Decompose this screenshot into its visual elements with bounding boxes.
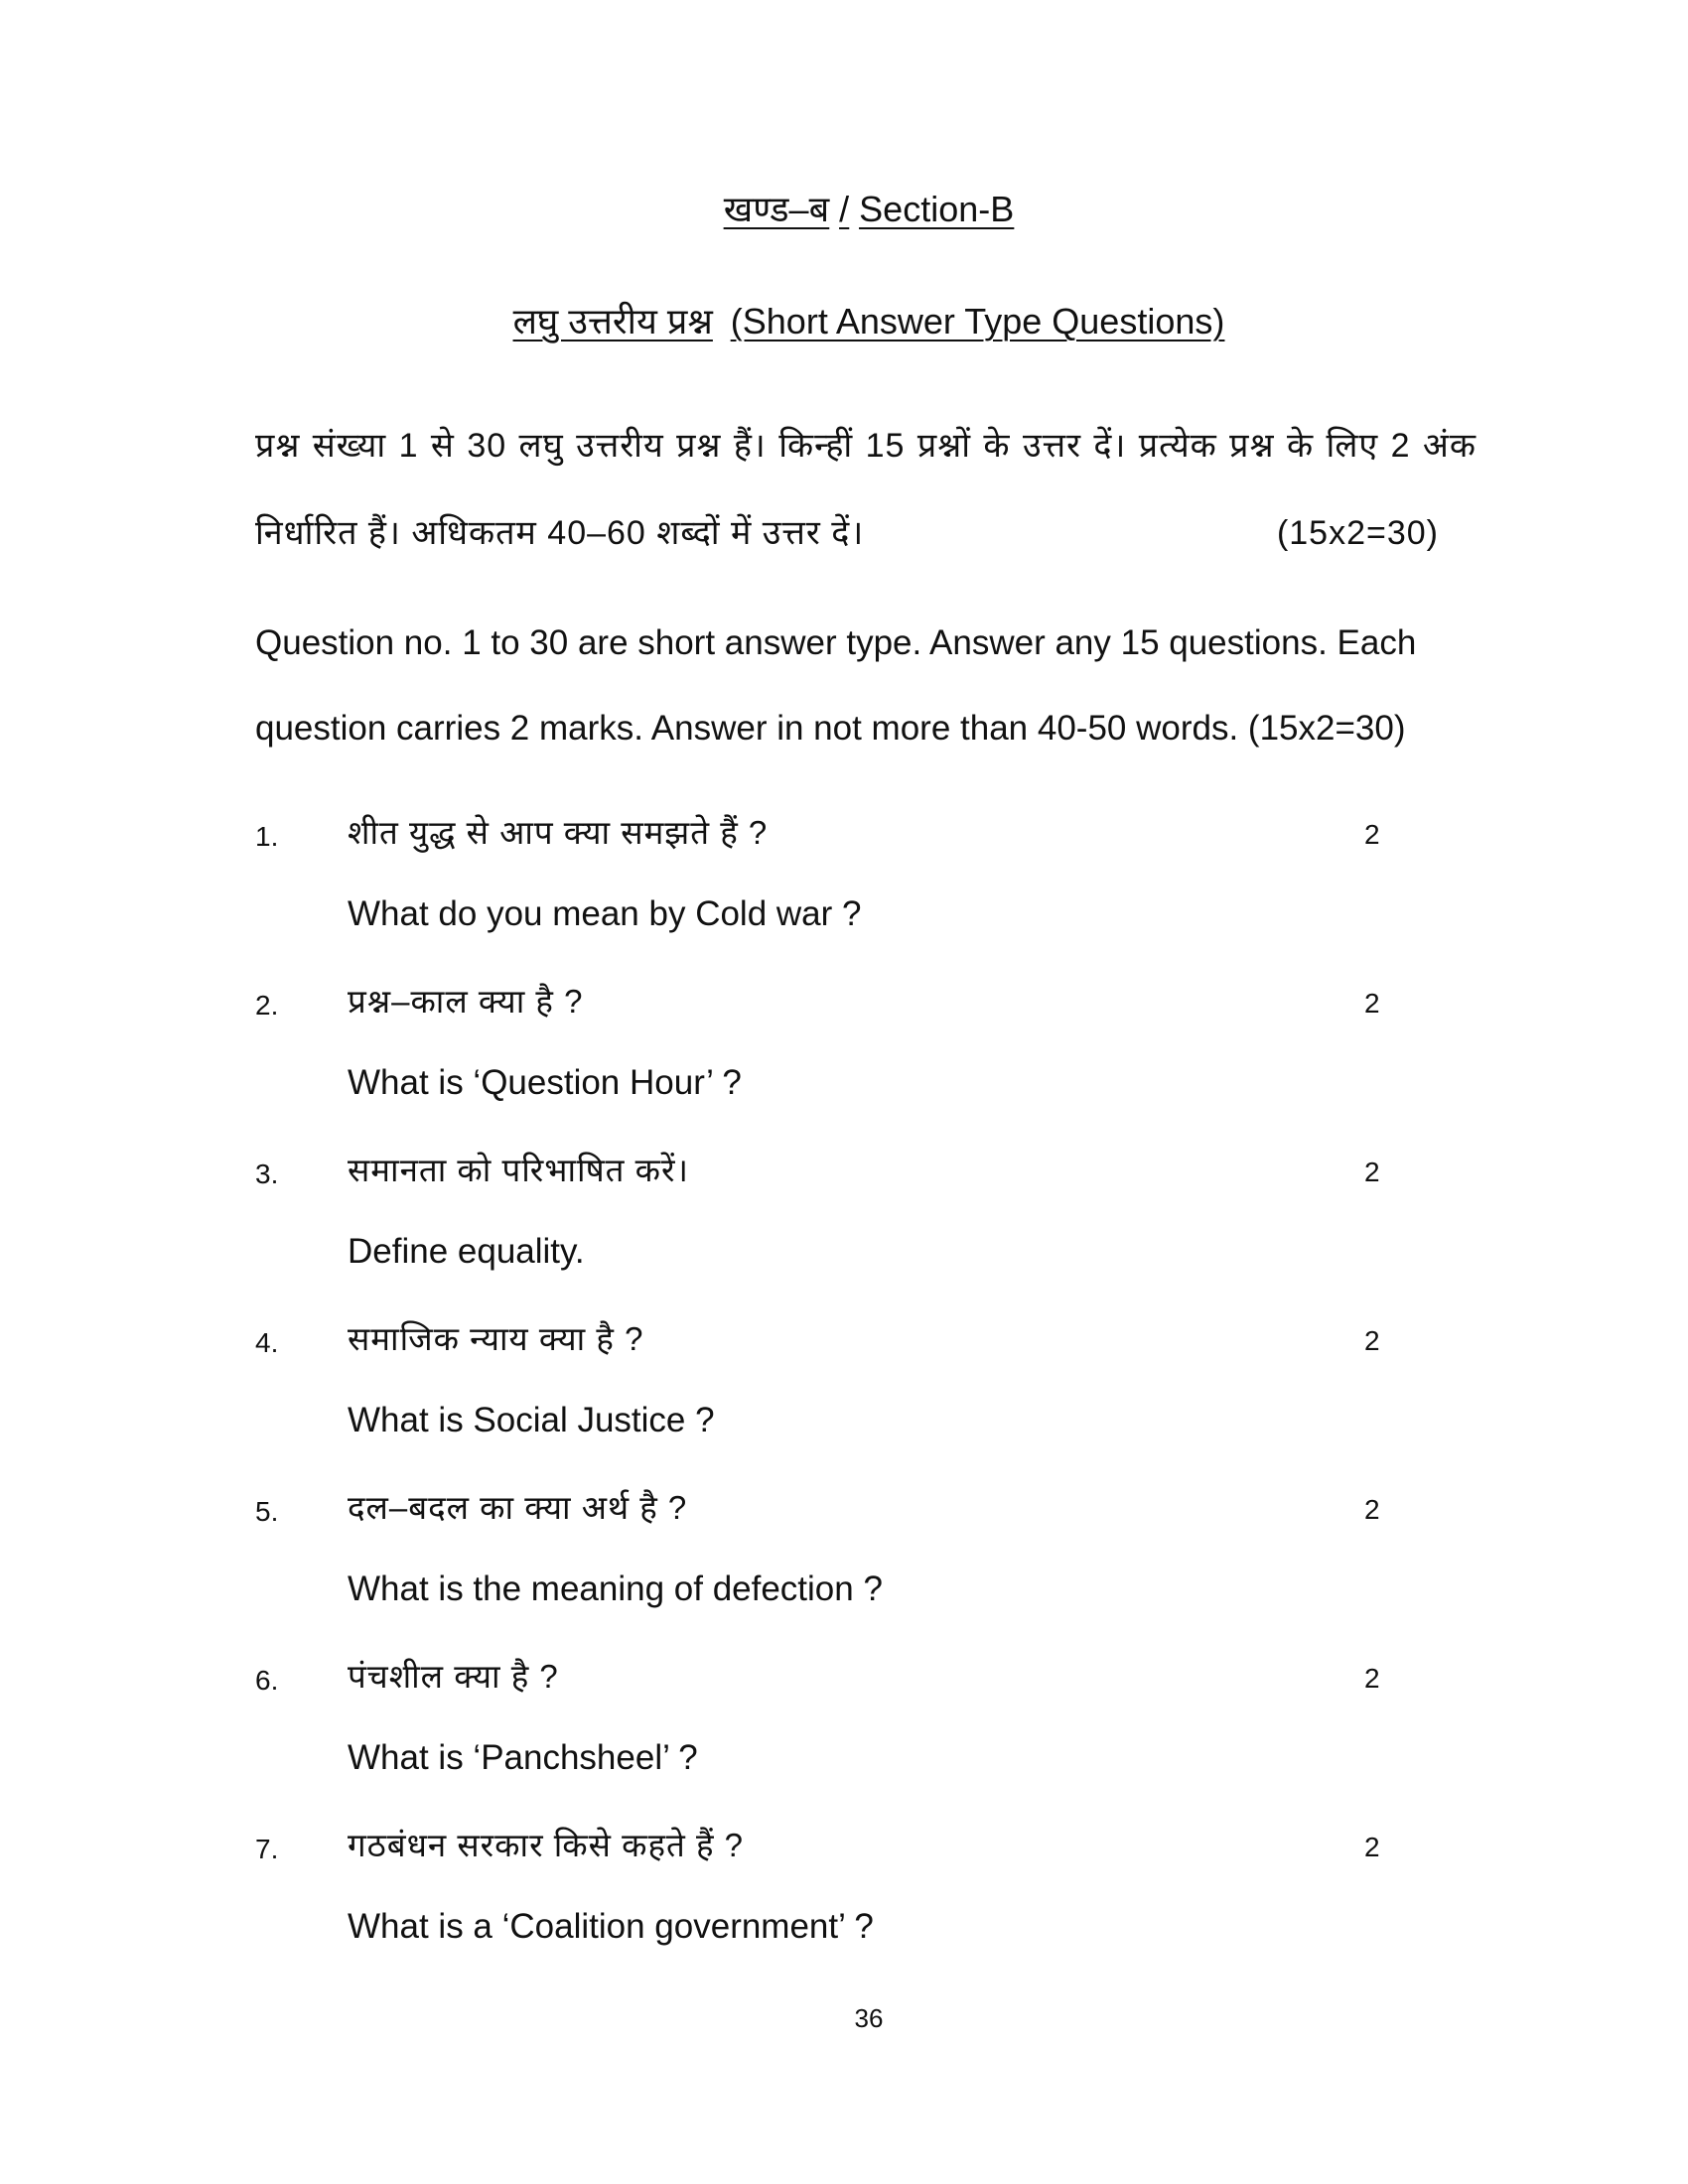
subheading-english: (Short Answer Type Questions) [730,301,1225,341]
question-english: What is the meaning of defection ? [348,1570,883,1608]
question-marks: 2 [1364,1832,1380,1862]
question-number: 4. [255,1327,279,1358]
question-number: 2. [255,990,279,1021]
section-heading [0,184,1688,232]
question-english: What is Social Justice ? [348,1401,715,1439]
subheading [0,296,1688,344]
instructions-english: Question no. 1 to 30 are short answer type. Answer any 15 questions. Each question carries 2 marks. Answer in not more than 40-50 words. (15x2=30) [255,623,1417,748]
question-2 [255,978,1427,1147]
question-marks: 2 [1364,1494,1380,1525]
question-hindi: गठबंधन सरकार किसे कहते हैं ? [348,1827,744,1863]
question-english: What is ‘Question Hour’ ? [348,1063,742,1102]
question-marks: 2 [1364,1157,1380,1187]
instructions-hindi-text: प्रश्न संख्या 1 से 30 लघु उत्तरीय प्रश्न हैं। किन्हीं 15 प्रश्नों के उत्तर दें। प्रत्येक प्रश्न के लिए 2 अंक निर्धारित हैं। अधिकतम 40–60 शब्दों में उत्तर दें। [255,427,1477,552]
section-heading-separator: / [839,189,850,229]
question-hindi: पंचशील क्या है ? [348,1658,559,1695]
question-english: What do you mean by Cold war ? [348,894,862,933]
question-hindi: प्रश्न–काल क्या है ? [348,983,584,1020]
question-marks: 2 [1364,1325,1380,1356]
section-heading-english: Section-B [859,189,1015,229]
question-marks: 2 [1364,988,1380,1019]
question-number: 1. [255,821,279,852]
section-heading-hindi: खण्ड–ब [723,189,830,229]
question-3 [255,1147,1427,1315]
question-hindi: समाजिक न्याय क्या है ? [348,1320,644,1357]
question-english: Define equality. [348,1232,585,1271]
instructions-hindi [255,402,1486,577]
instructions-hindi-marks: (15x2=30) [1276,514,1439,552]
question-marks: 2 [1364,819,1380,850]
question-4 [255,1315,1427,1484]
question-hindi: दल–बदल का क्या अर्थ है ? [348,1489,688,1526]
question-english: What is a ‘Coalition government’ ? [348,1907,874,1946]
question-number: 3. [255,1159,279,1189]
subheading-hindi: लघु उत्तरीय प्रश्न [512,301,713,341]
question-number: 6. [255,1665,279,1696]
question-7 [255,1822,1427,1990]
question-number: 5. [255,1496,279,1527]
question-marks: 2 [1364,1663,1380,1694]
question-5 [255,1484,1427,1653]
question-6 [255,1653,1427,1822]
question-hindi: शीत युद्ध से आप क्या समझते हैं ? [348,814,769,851]
question-hindi: समानता को परिभाषित करें। [348,1152,689,1188]
page-number: 36 [854,2003,884,2033]
question-english: What is ‘Panchsheel’ ? [348,1738,698,1777]
question-1 [255,809,1427,978]
question-number: 7. [255,1834,279,1864]
